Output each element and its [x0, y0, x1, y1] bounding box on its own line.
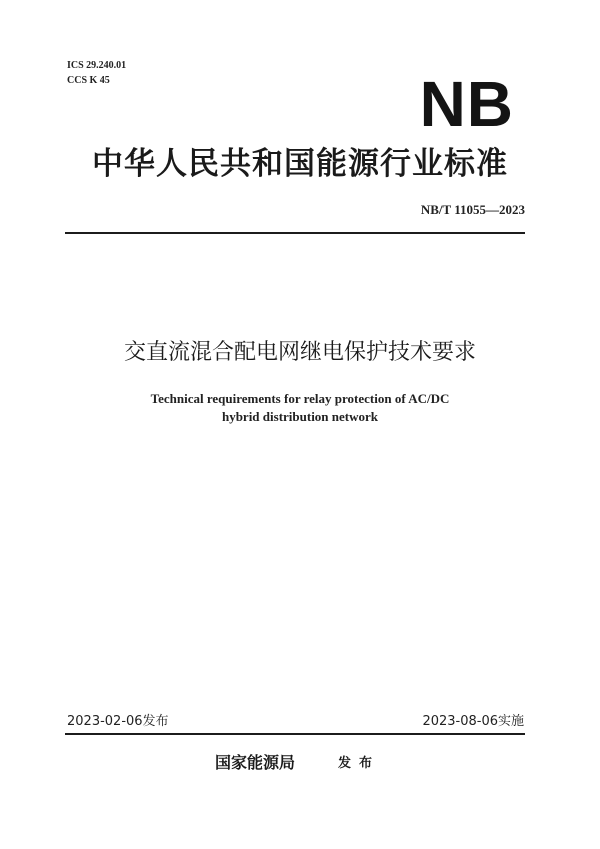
- title-en-line-2: hybrid distribution network: [221, 409, 379, 424]
- standard-number: NB/T 11055—2023: [420, 202, 525, 217]
- ics-code: ICS 29.240.01: [67, 60, 127, 71]
- document-title-cn: 交直流混合配电网继电保护技术要求: [123, 340, 476, 365]
- document-title-en: [0, 390, 600, 426]
- ccs-code: CCS K 45: [67, 75, 110, 86]
- standard-type-title: 中华人民共和国能源行业标准: [92, 146, 508, 182]
- classification-codes: [67, 58, 126, 88]
- title-en-line-1: Technical requirements for relay protection of AC/DC: [150, 391, 450, 406]
- header-divider: [65, 232, 525, 234]
- issuing-authority: 国家能源局: [215, 753, 296, 772]
- issue-action-char-1: 发: [338, 756, 352, 771]
- issue-action-char-2: 布: [359, 756, 373, 771]
- issue-action: [338, 752, 372, 771]
- nb-logo: NB: [419, 68, 514, 140]
- implementation-date: 2023-08-06实施: [422, 714, 524, 729]
- footer-divider: [65, 733, 525, 735]
- issue-date: 2023-02-06发布: [67, 714, 169, 729]
